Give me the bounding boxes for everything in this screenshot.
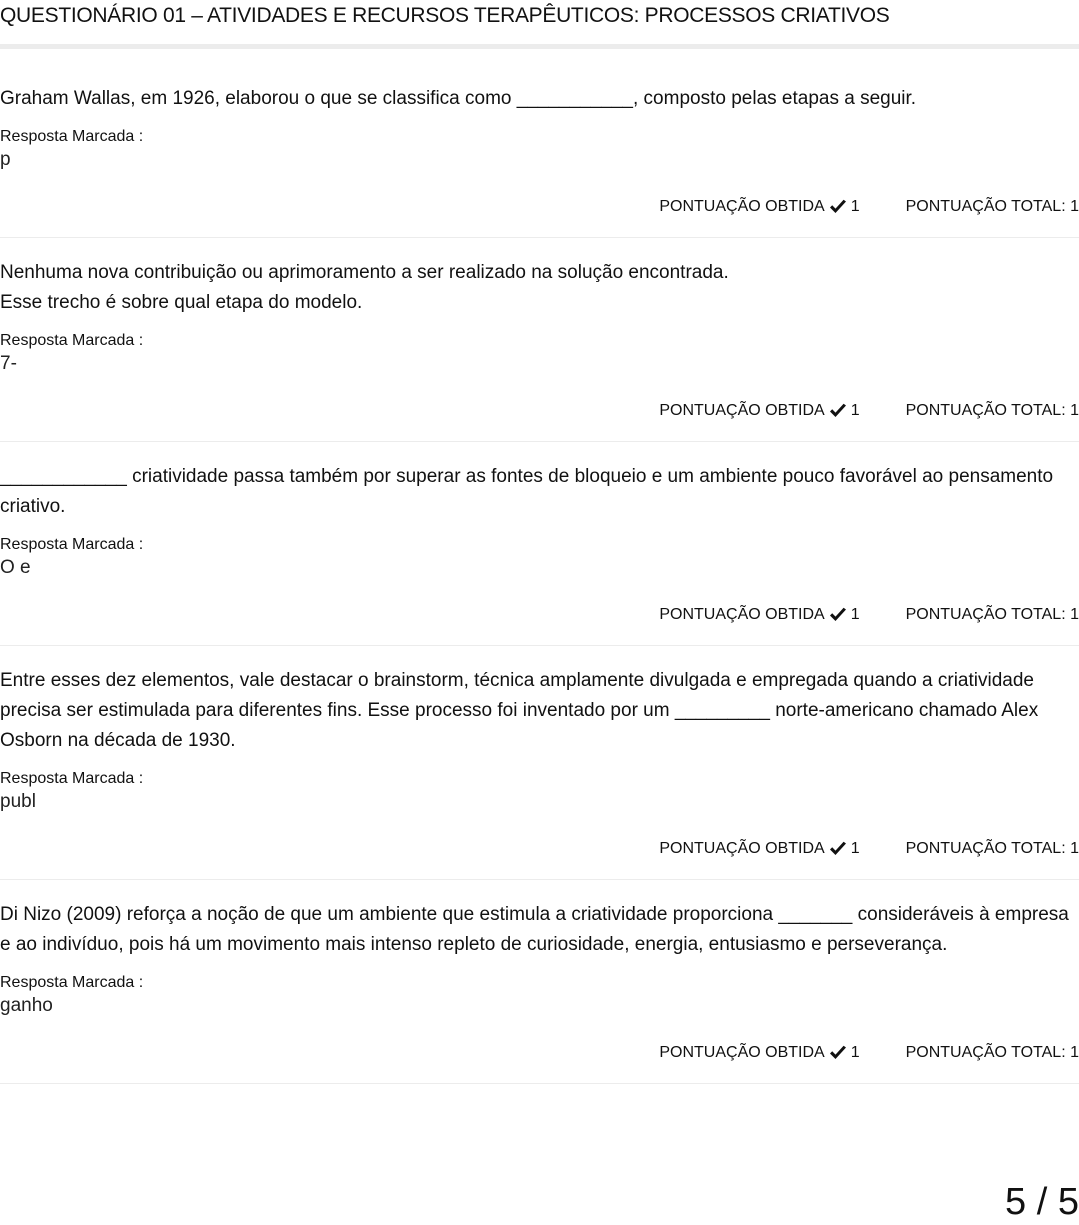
score-total [906, 198, 1079, 216]
answer-label: Resposta Marcada : [0, 332, 144, 349]
score-total-label: PONTUAÇÃO TOTAL: [905, 1044, 1066, 1061]
answer-value: O e [0, 557, 31, 578]
score-total-value: 1 [1070, 198, 1079, 215]
question-list [0, 84, 1079, 1084]
question-item [0, 238, 1079, 442]
score-total-label: PONTUAÇÃO TOTAL: [905, 402, 1066, 419]
score-obtained [659, 606, 859, 624]
quiz-title: QUESTIONÁRIO 01 – ATIVIDADES E RECURSOS TERAPÊUTICOS: PROCESSOS CRIATIVOS [0, 4, 890, 27]
check-icon [829, 1045, 847, 1061]
answer-label: Resposta Marcada : [0, 128, 144, 145]
score-obtained-value: 1 [850, 606, 860, 623]
answer-label: Resposta Marcada : [0, 770, 144, 787]
answer-label: Resposta Marcada : [0, 974, 144, 991]
score-row [0, 1038, 1079, 1068]
score-obtained-label: PONTUAÇÃO OBTIDA [659, 198, 825, 215]
score-obtained [659, 840, 859, 858]
answer-value: ganho [0, 995, 53, 1016]
score-total-label: PONTUAÇÃO TOTAL: [905, 606, 1066, 623]
question-text: Graham Wallas, em 1926, elaborou o que se classifica como ___________, composto pelas etapas a seguir. [0, 88, 917, 109]
score-total-label: PONTUAÇÃO TOTAL: [905, 840, 1066, 857]
check-icon [829, 607, 847, 623]
check-icon [829, 841, 847, 857]
score-obtained-value: 1 [850, 1044, 860, 1061]
question-text: Nenhuma nova contribuição ou aprimoramento a ser realizado na solução encontrada. Esse trecho é sobre qual etapa do modelo. [0, 262, 729, 313]
score-row [0, 834, 1079, 864]
score-total-value: 1 [1070, 402, 1079, 419]
score-obtained [659, 1044, 859, 1062]
question-text: Entre esses dez elementos, vale destacar o brainstorm, técnica amplamente divulgada e empregada quando a criatividade precisa ser estimulada para diferentes fins. Esse processo foi inventado por um _________ norte-americano chamado Alex Osborn na década de 1930. [0, 670, 1039, 751]
score-obtained-label: PONTUAÇÃO OBTIDA [659, 1044, 825, 1061]
score-obtained-label: PONTUAÇÃO OBTIDA [659, 402, 825, 419]
score-row [0, 396, 1079, 426]
score-obtained-value: 1 [850, 402, 860, 419]
score-total-value: 1 [1070, 1044, 1079, 1061]
answer-value: p [0, 149, 11, 170]
score-row [0, 600, 1079, 630]
answer-label: Resposta Marcada : [0, 536, 144, 553]
score-row [0, 192, 1079, 222]
question-item [0, 442, 1079, 646]
question-item [0, 646, 1079, 880]
answer-value: 7- [0, 353, 17, 374]
check-icon [829, 403, 847, 419]
score-total [906, 1044, 1079, 1062]
score-obtained [659, 402, 859, 420]
score-obtained-value: 1 [850, 198, 860, 215]
question-text: ____________ criatividade passa também por superar as fontes de bloqueio e um ambiente pouco favorável ao pensamento criativo. [0, 466, 1054, 517]
score-total-value: 1 [1070, 840, 1079, 857]
question-text: Di Nizo (2009) reforça a noção de que um ambiente que estimula a criatividade proporciona _______ consideráveis à empresa e ao indivíduo, pois há um movimento mais intenso repleto de curiosidade, energia, entusiasmo e perseverança. [0, 904, 1069, 955]
score-obtained [659, 198, 859, 216]
question-item [0, 880, 1079, 1084]
score-total-label: PONTUAÇÃO TOTAL: [905, 198, 1066, 215]
score-obtained-label: PONTUAÇÃO OBTIDA [659, 606, 825, 623]
quiz-header [0, 0, 1079, 49]
check-icon [829, 199, 847, 215]
score-total [906, 606, 1079, 624]
answer-value: publ [0, 791, 36, 812]
score-total [906, 840, 1079, 858]
score-obtained-label: PONTUAÇÃO OBTIDA [659, 840, 825, 857]
score-total [906, 402, 1079, 420]
page-counter: 5 / 5 [1005, 1181, 1079, 1223]
score-total-value: 1 [1070, 606, 1079, 623]
question-item [0, 84, 1079, 238]
score-obtained-value: 1 [850, 840, 860, 857]
